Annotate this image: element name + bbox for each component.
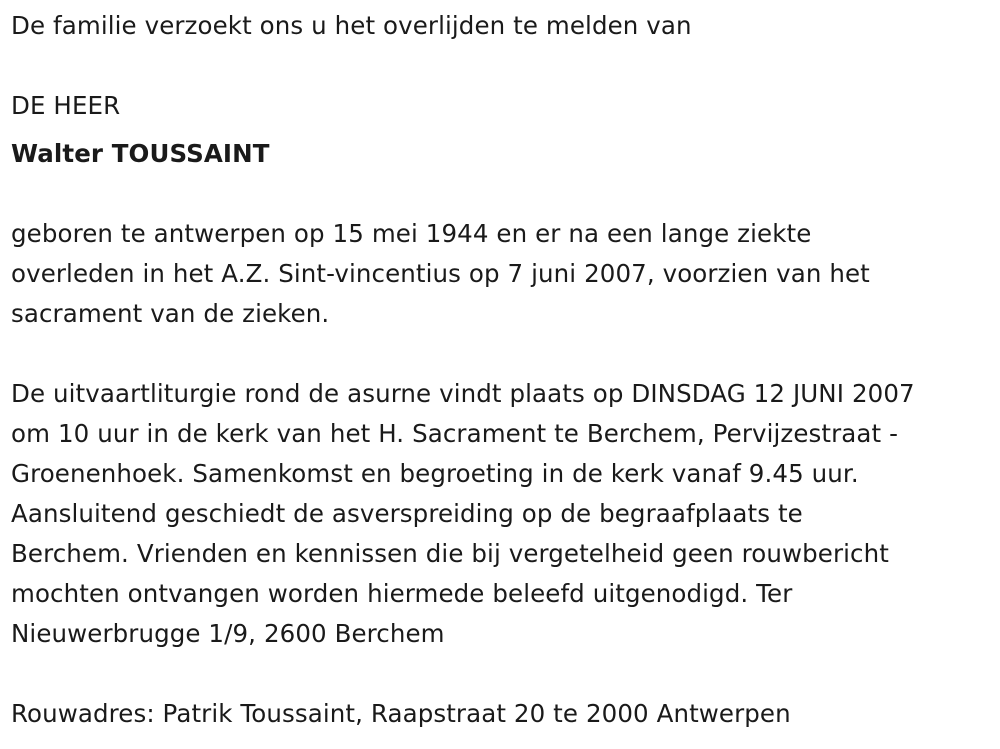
ceremony-line: mochten ontvangen worden hiermede beleefd uitgenodigd. Ter — [11, 579, 793, 608]
ceremony-line: om 10 uur in de kerk van het H. Sacrament te Berchem, Pervijzestraat - — [11, 419, 899, 448]
ceremony-line: De uitvaartliturgie rond de asurne vindt plaats op DINSDAG 12 JUNI 2007 — [11, 379, 915, 408]
birth-line: geboren te antwerpen op 15 mei 1944 en er na een lange ziekte — [11, 219, 812, 248]
ceremony-line: Berchem. Vrienden en kennissen die bij vergetelheid geen rouwbericht — [11, 539, 889, 568]
ceremony-line: Nieuwerbrugge 1/9, 2600 Berchem — [11, 619, 445, 648]
birth-line: overleden in het A.Z. Sint-vincentius op 7 juni 2007, voorzien van het — [11, 259, 870, 288]
mourning-address: Rouwadres: Patrik Toussaint, Raapstraat 20 te 2000 Antwerpen — [11, 699, 791, 728]
deceased-name: Walter TOUSSAINT — [11, 139, 270, 168]
birth-line: sacrament van de zieken. — [11, 299, 330, 328]
intro-text: De familie verzoekt ons u het overlijden te melden van — [11, 11, 692, 40]
honorific-title: DE HEER — [11, 91, 121, 120]
ceremony-line: Aansluitend geschiedt de asverspreiding op de begraafplaats te — [11, 499, 803, 528]
ceremony-line: Groenenhoek. Samenkomst en begroeting in de kerk vanaf 9.45 uur. — [11, 459, 859, 488]
